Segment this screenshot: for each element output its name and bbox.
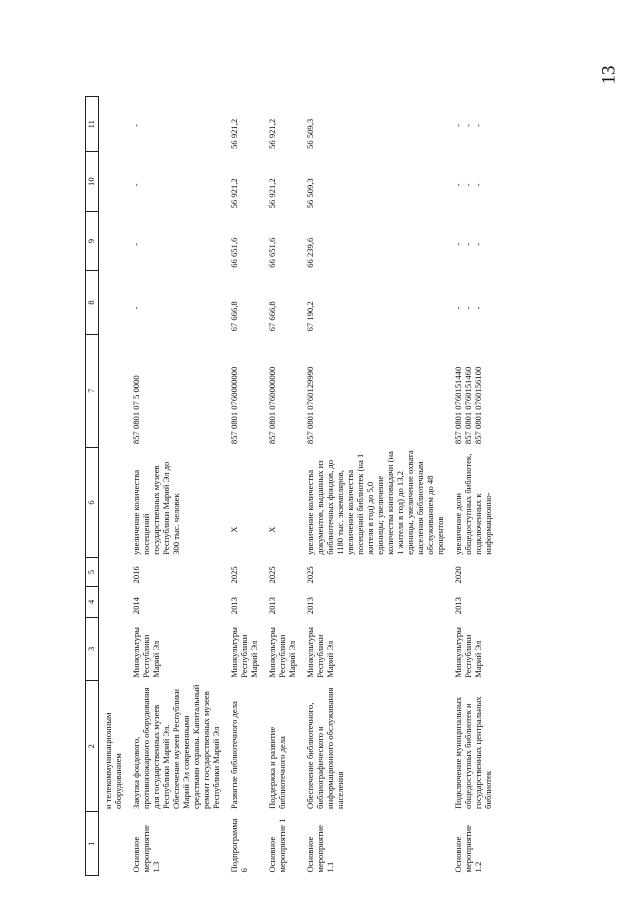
cell-value-10: [99, 152, 128, 211]
cell-value-9: -: [131, 242, 141, 246]
cell-description: Обеспечение библиотечного, библиографического и информационного обслуживания населения: [305, 687, 345, 809]
cell-value-10: -: [131, 183, 141, 187]
cell-code: 857 0801 0760000000: [229, 366, 239, 445]
cell-result: X: [229, 526, 239, 533]
cell-value-9: [99, 211, 128, 270]
cell-value-11: 56 921,2: [267, 118, 277, 149]
header-col-4: 4: [86, 586, 99, 617]
cell-value-11: 56 509,3: [305, 118, 315, 149]
cell-description: Поддержка и развитие библиотечного дела: [267, 726, 287, 809]
cell-start-year: 2014: [131, 597, 141, 615]
program-table: [85, 96, 497, 876]
table-row: [301, 97, 449, 876]
cell-value-8: 67 666,8: [229, 301, 239, 332]
header-row: [86, 97, 99, 876]
cell-code: 857 0801 07 5 0000: [131, 375, 141, 445]
cell-start-year: 2013: [229, 597, 239, 615]
cell-value-9: 66 651,6: [229, 237, 239, 268]
header-col-1: 1: [86, 812, 99, 876]
cell-value-11: - - -: [453, 124, 483, 127]
cell-result: увеличение доли общедоступных библиотек, подключенных к информационно-: [453, 453, 493, 555]
table-row: [449, 97, 497, 876]
cell-code: [99, 334, 128, 447]
cell-value-8: 67 666,8: [267, 301, 277, 332]
cell-value-8: -: [131, 306, 141, 310]
cell-result: увеличение количества документов, выданных из библиотечных фондов, до 1180 тыс. экземпляров, увеличение количества посещений библиотек (на 1 жителя в год) до 5,0 единицы; увеличение количества книговыдачи (на 1 жителя в год) до 13,2 единицы, увеличение охвата населения библиотечным обслуживанием до 48 процентов: [305, 450, 445, 555]
header-col-10: 10: [86, 152, 99, 211]
cell-result: X: [267, 526, 277, 533]
cell-executor: Минкультуры Республики Марий Эл: [131, 627, 161, 678]
cell-executor: Минкультуры Республики Марий Эл: [453, 627, 483, 678]
cell-description: Развитие библиотечного дела: [229, 701, 239, 809]
cell-description: Подключение муниципальных общедоступных библиотек и государственных центральных библиотек: [453, 696, 493, 809]
cell-value-9: - - -: [453, 242, 483, 246]
cell-description: и телекоммуникационным оборудованием: [103, 712, 123, 809]
cell-result: [99, 447, 128, 558]
cell-value-8: [99, 271, 128, 335]
cell-value-10: 56 921,2: [267, 178, 277, 209]
cell-end-year: [99, 558, 128, 587]
cell-value-10: 56 509,3: [305, 178, 315, 209]
cell-start-year: 2013: [453, 597, 463, 615]
cell-start-year: 2013: [305, 597, 315, 615]
cell-name: Основное мероприятие 1.2: [453, 825, 483, 873]
cell-code: 857 0801 0760000000: [267, 366, 277, 445]
cell-executor: Минкультуры Республики Марий Эл: [305, 627, 335, 678]
table-row: [225, 97, 263, 876]
cell-name: Подпрограмма 6: [229, 818, 249, 873]
table-row: [99, 97, 128, 876]
cell-code: 857 0801 0760129990: [305, 366, 315, 445]
cell-value-9: 66 239,6: [305, 237, 315, 268]
cell-value-11: 56 921,2: [229, 118, 239, 149]
cell-code: 857 0801 0760151440 857 0801 0760151460 857 0801 0760156100: [453, 366, 483, 445]
cell-end-year: 2020: [453, 566, 463, 584]
cell-executor: [99, 617, 128, 681]
cell-value-10: - - -: [453, 183, 483, 187]
header-col-7: 7: [86, 334, 99, 447]
cell-executor: Минкультуры Республики Марий Эл: [267, 627, 297, 678]
table-row: [263, 97, 301, 876]
cell-value-11: -: [131, 124, 141, 127]
rotated-table-wrapper: [85, 96, 595, 876]
cell-end-year: 2016: [131, 566, 141, 584]
header-col-3: 3: [86, 617, 99, 681]
header-col-11: 11: [86, 97, 99, 152]
cell-start-year: 2013: [267, 597, 277, 615]
cell-value-10: 56 921,2: [229, 178, 239, 209]
header-col-6: 6: [86, 447, 99, 558]
cell-result: увеличение количества посещений государственных музеев Республики Марий Эл до 300 тыс. человек: [131, 461, 181, 555]
cell-end-year: 2025: [229, 566, 239, 584]
cell-name: Основное мероприятие 1: [267, 818, 287, 873]
cell-executor: Минкультуры Республики Марий Эл: [229, 627, 259, 678]
cell-start-year: [99, 586, 128, 617]
cell-end-year: 2025: [305, 566, 315, 584]
cell-name: [99, 812, 128, 876]
table-row: [127, 97, 225, 876]
cell-value-9: 66 651,6: [267, 237, 277, 268]
page-number: 13: [598, 65, 620, 85]
cell-name: Основное мероприятие 1.1: [305, 825, 335, 873]
cell-end-year: 2025: [267, 566, 277, 584]
cell-description: Закупка фондового, противопожарного оборудования для государственных музеев Республики Марий Эл. Обеспечение музеев Республики Марий Эл современными средствами охраны. Капитальный ремонт государственных музеев Республики Марий Эл: [131, 684, 221, 809]
header-col-9: 9: [86, 211, 99, 270]
cell-name: Основное мероприятие 1.3: [131, 825, 161, 873]
header-col-8: 8: [86, 271, 99, 335]
header-col-5: 5: [86, 558, 99, 587]
cell-value-8: 67 190,2: [305, 301, 315, 332]
cell-value-11: [99, 97, 128, 152]
cell-value-8: - - -: [453, 306, 483, 310]
header-col-2: 2: [86, 681, 99, 812]
